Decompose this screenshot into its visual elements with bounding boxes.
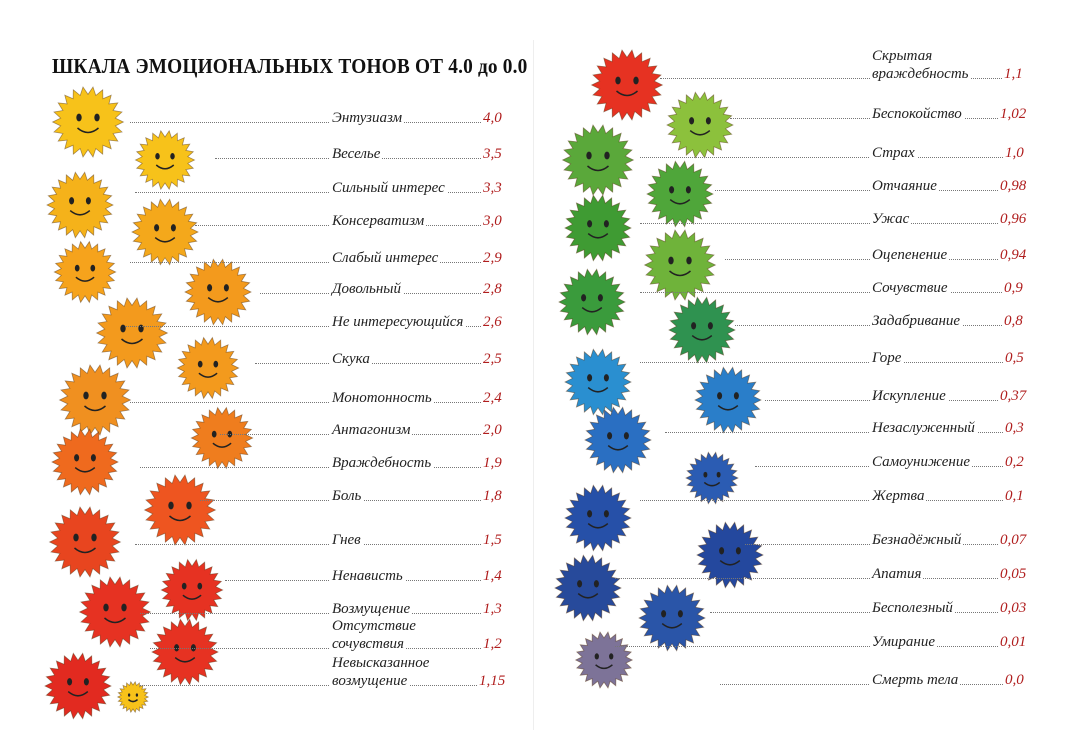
tone-value: 0,07 (1000, 532, 1027, 548)
tone-value: 0,8 (1004, 313, 1023, 329)
tone-value: 2,6 (483, 314, 502, 330)
tone-value: 0,37 (1000, 388, 1027, 404)
emotion-label: Горе (872, 350, 902, 366)
emotion-label: Антагонизм (332, 422, 411, 438)
dotted-leader (615, 632, 998, 647)
tone-value: 1,0 (1005, 145, 1024, 161)
right-row (715, 176, 1034, 196)
emotion-label: Гнев (332, 532, 361, 548)
tone-value: 3,3 (483, 180, 502, 196)
emotion-label: Сочувствие (872, 280, 948, 296)
tone-value: 0,3 (1005, 420, 1024, 436)
tone-value: 2,4 (483, 390, 502, 406)
tone-value: 1,15 (479, 673, 506, 689)
emotion-label: Безнадёжный (872, 532, 962, 548)
emotion-label: Искупление (872, 388, 946, 404)
emotion-label: Сильный интерес (332, 180, 445, 196)
emotion-label: Скука (332, 351, 370, 367)
emotion-label: Скрытая (872, 48, 933, 64)
emotion-label: Возмущение (332, 601, 411, 617)
tone-value: 3,5 (483, 146, 502, 162)
page-title: ШКАЛА ЭМОЦИОНАЛЬНЫХ ТОНОВ ОТ 4.0 до 0.0 (52, 54, 528, 78)
dotted-leader (640, 486, 1003, 501)
right-row (640, 486, 1039, 506)
emotion-label: Ненависть (332, 568, 403, 584)
right-row (765, 386, 1034, 406)
emotion-label: Невысказанное (332, 655, 430, 671)
dotted-leader (640, 143, 1003, 158)
dotted-leader (725, 245, 998, 260)
tone-value: 1,3 (483, 601, 502, 617)
emotion-label: Боль (332, 488, 362, 504)
tone-value: 0,94 (1000, 247, 1027, 263)
tone-value: 4,0 (483, 110, 502, 126)
right-row (640, 278, 1038, 298)
right-row (660, 48, 1038, 84)
emotion-label: Самоунижение (872, 454, 970, 470)
right-row (725, 245, 1034, 265)
tone-value: 0,05 (1000, 566, 1027, 582)
emotion-label: Энтузиазм (332, 110, 403, 126)
dotted-leader (715, 176, 998, 191)
tone-value: 0,0 (1005, 672, 1024, 688)
emotion-label: Монотонность (332, 390, 432, 406)
tone-value: 0,1 (1005, 488, 1024, 504)
emotion-label: Отсутствие (332, 618, 416, 634)
emotion-label: Не интересующийся (332, 314, 464, 330)
tone-value: 0,96 (1000, 211, 1027, 227)
right-row (755, 452, 1039, 472)
tone-value: 1,2 (483, 636, 502, 652)
right-row (640, 143, 1039, 163)
emotion-label: Смерть тела (872, 672, 959, 688)
tone-value: 1,9 (483, 455, 502, 471)
right-row (720, 670, 1039, 690)
dotted-leader (720, 670, 1003, 685)
right-row (745, 530, 1034, 550)
emotion-label: Отчаяние (872, 178, 937, 194)
emotion-label: Жертва (872, 488, 925, 504)
dotted-leader (640, 209, 998, 224)
tone-value: 2,0 (483, 422, 502, 438)
emotion-label: Консерватизм (332, 213, 425, 229)
emotion-label: Враждебность (332, 455, 432, 471)
right-row (730, 104, 1034, 124)
emotion-label-line2: возмущение (332, 673, 408, 689)
tone-value: 1,4 (483, 568, 502, 584)
right-row (640, 348, 1039, 368)
emotion-label: Веселье (332, 146, 381, 162)
dotted-leader (640, 348, 1003, 363)
tone-value: 2,8 (483, 281, 502, 297)
emotion-label-line2: сочувствия (332, 636, 404, 652)
tone-value: 1,1 (1004, 66, 1023, 82)
right-row (710, 598, 1034, 618)
emotion-label: Оцепенение (872, 247, 948, 263)
emotion-label: Довольный (332, 281, 401, 297)
tone-value: 0,98 (1000, 178, 1027, 194)
emotion-label: Страх (872, 145, 915, 161)
emotion-label: Незаслуженный (872, 420, 975, 436)
tone-value: 2,9 (483, 250, 502, 266)
tone-value: 0,03 (1000, 600, 1027, 616)
tone-value: 1,02 (1000, 106, 1027, 122)
tone-value: 0,2 (1005, 454, 1024, 470)
tone-value: 3,0 (483, 213, 502, 229)
emotion-label: Апатия (872, 566, 922, 582)
right-row (640, 209, 1034, 229)
emotion-label: Беспокойство (872, 106, 962, 122)
tone-value: 0,5 (1005, 350, 1024, 366)
tone-value: 1,8 (483, 488, 502, 504)
tone-value: 1,5 (483, 532, 502, 548)
tone-value: 2,5 (483, 351, 502, 367)
right-row (615, 632, 1034, 652)
emotion-label: Ужас (872, 211, 910, 227)
tone-value: 0,01 (1000, 634, 1027, 650)
emotion-label: Бесполезный (872, 600, 953, 616)
emotion-label: Слабый интерес (332, 250, 439, 266)
tone-value: 0,9 (1004, 280, 1023, 296)
emotion-label: Умирание (872, 634, 936, 650)
dotted-leader (615, 564, 998, 579)
right-row (615, 564, 1034, 584)
emotion-label: Задабривание (872, 313, 961, 329)
right-row (735, 311, 1038, 331)
right-row (665, 418, 1039, 438)
emotion-label-line2: враждебность (872, 66, 969, 82)
